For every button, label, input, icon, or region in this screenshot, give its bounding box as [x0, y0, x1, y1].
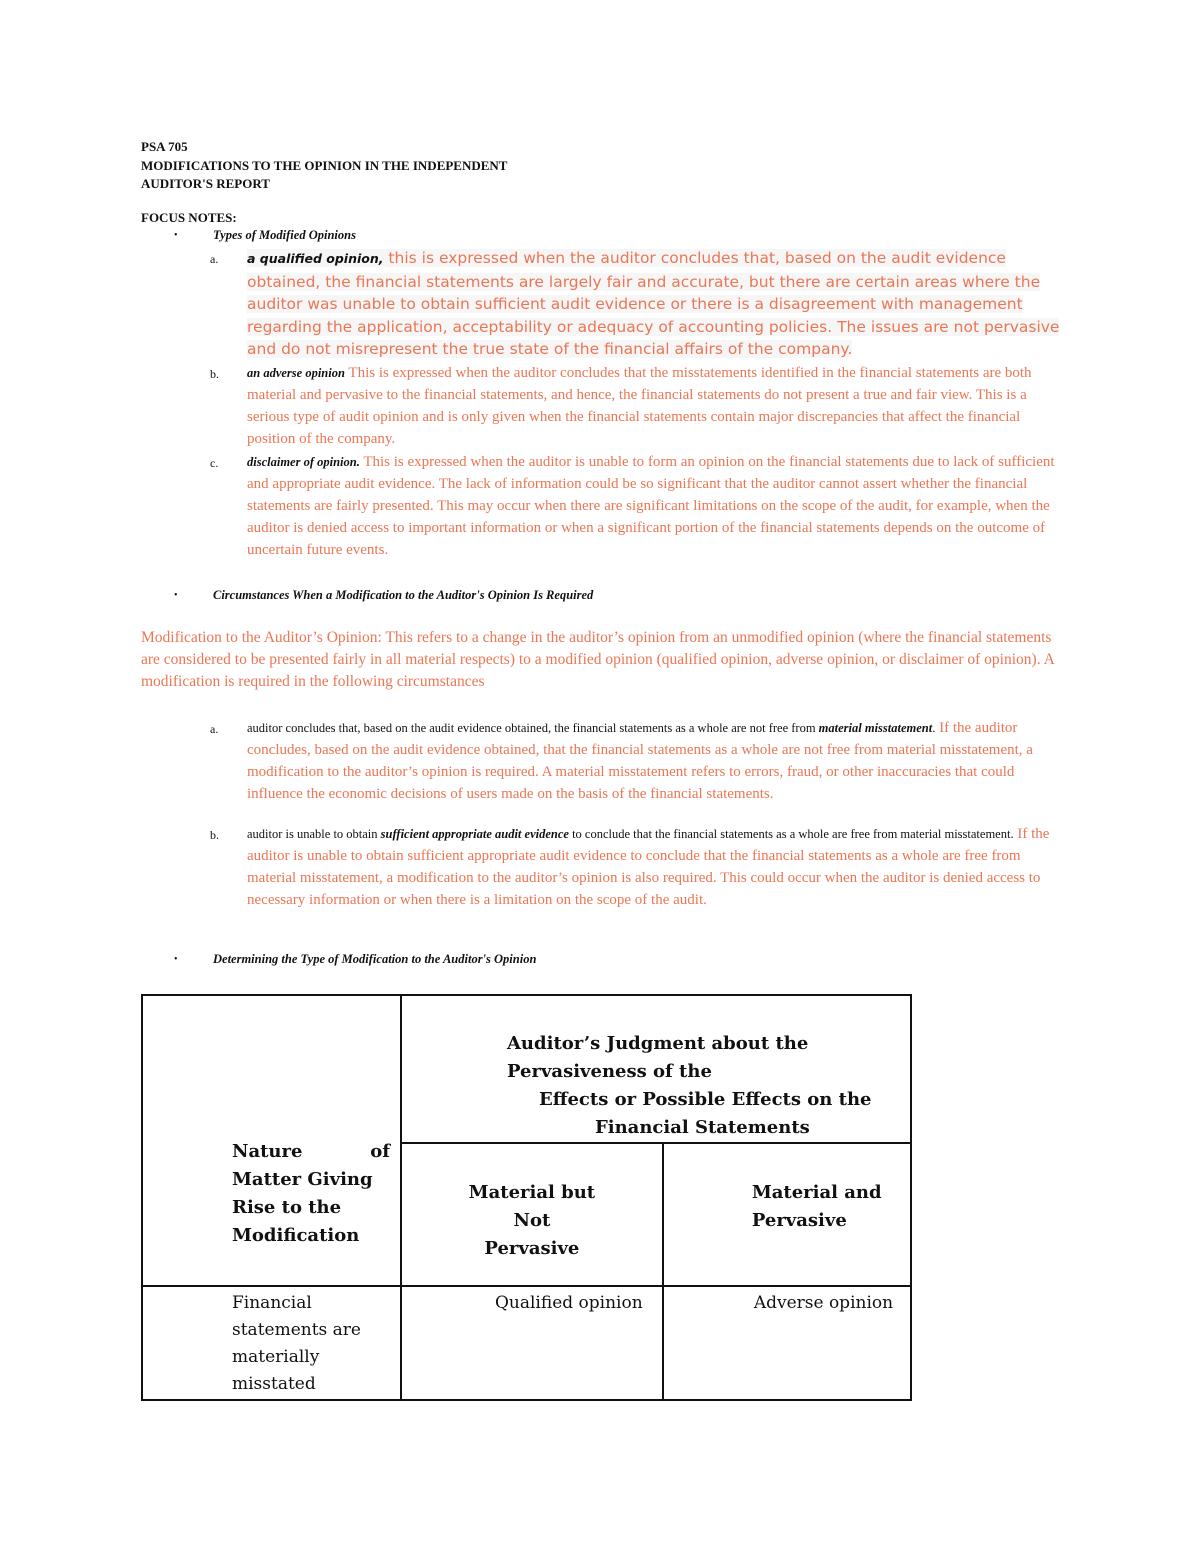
item-text: This is expressed when the auditor is unable to form an opinion on the financial statements due to lack of sufficient and appropriate audit evidence. The lack of information could be so significant that the auditor cannot assert whether the financial statements are fairly presented. This may occur when there are significant limitations on the scope of the audit, for example, when the auditor is denied access to important information or when a significant portion of the financial statements depends on the outcome of uncertain future events. [247, 454, 1055, 558]
modification-definition-paragraph: Modification to the Auditor’s Opinion: This refers to a change in the auditor’s opinion from an unmodified opinion (where the financial statements are considered to be presented fairly in all material respects) to a modified opinion (qualified opinion, adverse opinion, or disclaimer of opinion). A modification is required in the following circumstances [141, 629, 1054, 690]
cell-adverse-opinion: Adverse opinion [663, 1286, 911, 1400]
cell-qualified-opinion: Qualified opinion [401, 1286, 663, 1400]
list-item-material-misstatement: auditor concludes that, based on the audit evidence obtained, the financial statements as a whole are not free from material misstatement. If the auditor concludes, based on the audit evidence obtained, that the financial statements as a whole are not free from material misstatement, a modification to the auditor’s opinion is required. A material misstatement refers to errors, fraud, or other inaccuracies that could influence the economic decisions of users made on the basis of the financial statements. [247, 720, 1033, 802]
section-heading-determining: Determining the Type of Modification to the Auditor's Opinion [213, 952, 537, 966]
list-marker: b. [210, 367, 219, 381]
list-marker: b. [210, 828, 219, 842]
list-marker: a. [210, 722, 219, 736]
term-sufficient-appropriate-audit-evidence: sufficient appropriate audit evidence [380, 827, 569, 841]
item-text: If the auditor concludes, based on the audit evidence obtained, that the financial statements as a whole are not free from material misstatement, a modification to the auditor’s opinion is required. A material misstatement refers to errors, fraud, or other inaccuracies that could influence the economic decisions of users made on the basis of the financial statements. [247, 720, 1033, 802]
material-not-pervasive-header: Material but Not Pervasive [401, 1143, 663, 1286]
standard-code: PSA 705 [141, 139, 188, 154]
list-marker: a. [210, 252, 219, 266]
item-text: If the auditor is unable to obtain sufficient appropriate audit evidence to conclude that the financial statements as a whole are free from material misstatement, a modification to the auditor’s opinion is also required. This could occur when the auditor is denied access to necessary information or when there is a limitation on the scope of the audit. [247, 826, 1050, 908]
term-adverse-opinion: an adverse opinion [247, 366, 345, 380]
term-disclaimer-of-opinion: disclaimer of opinion. [247, 455, 360, 469]
material-pervasive-header: Material and Pervasive [663, 1143, 911, 1286]
section-heading-circumstances: Circumstances When a Modification to the Auditor's Opinion Is Required [213, 588, 594, 602]
list-item-disclaimer-of-opinion [247, 451, 1062, 561]
list-marker: c. [210, 456, 219, 470]
bullet: • [174, 230, 178, 241]
modification-type-table [141, 994, 912, 1401]
nature-cell-materially-misstated: Financial statements are materially misstated [142, 1286, 401, 1400]
document-title-line2: AUDITOR'S REPORT [141, 176, 270, 191]
document-title-line1: MODIFICATIONS TO THE OPINION IN THE INDEPENDENT [141, 158, 508, 173]
term-material-misstatement: material misstatement [818, 721, 933, 735]
list-item-qualified-opinion [247, 247, 1062, 361]
bullet: • [174, 590, 178, 601]
item-text: this is expressed when the auditor concludes that, based on the audit evidence obtained, the financial statements are largely fair and accurate, but there are certain areas where the auditor was unable to obtain sufficient audit evidence or there is a disagreement with management regarding the application, acceptability or adequacy of accounting policies. The issues are not pervasive and do not misrepresent the true state of the financial affairs of the company. [247, 249, 1060, 358]
list-item-adverse-opinion [247, 362, 1062, 450]
term-qualified-opinion: a qualified opinion, [247, 251, 384, 266]
judgment-header-cell: Auditor’s Judgment about the Pervasiveness of the Effects or Possible Effects on the Financial Statements [401, 995, 911, 1143]
item-text: This is expressed when the auditor concludes that the misstatements identified in the financial statements are both material and pervasive to the financial statements, and hence, the financial statements do not present a true and fair view. This is a serious type of audit opinion and is only given when the financial statements contain major discrepancies that affect the financial position of the company. [247, 365, 1032, 447]
bullet: • [174, 954, 178, 965]
list-item-insufficient-evidence: auditor is unable to obtain sufficient appropriate audit evidence to conclude that the financial statements as a whole are free from material misstatement. If the auditor is unable to obtain sufficient appropriate audit evidence to conclude that the financial statements as a whole are free from material misstatement, a modification to the auditor’s opinion is also required. This could occur when the auditor is denied access to necessary information or when there is a limitation on the scope of the audit. [247, 826, 1050, 908]
section-heading-types: Types of Modified Opinions [213, 228, 356, 242]
focus-notes-label: FOCUS NOTES: [141, 210, 237, 225]
nature-header-cell: Nature of Matter Giving Rise to the Modification [142, 995, 401, 1286]
